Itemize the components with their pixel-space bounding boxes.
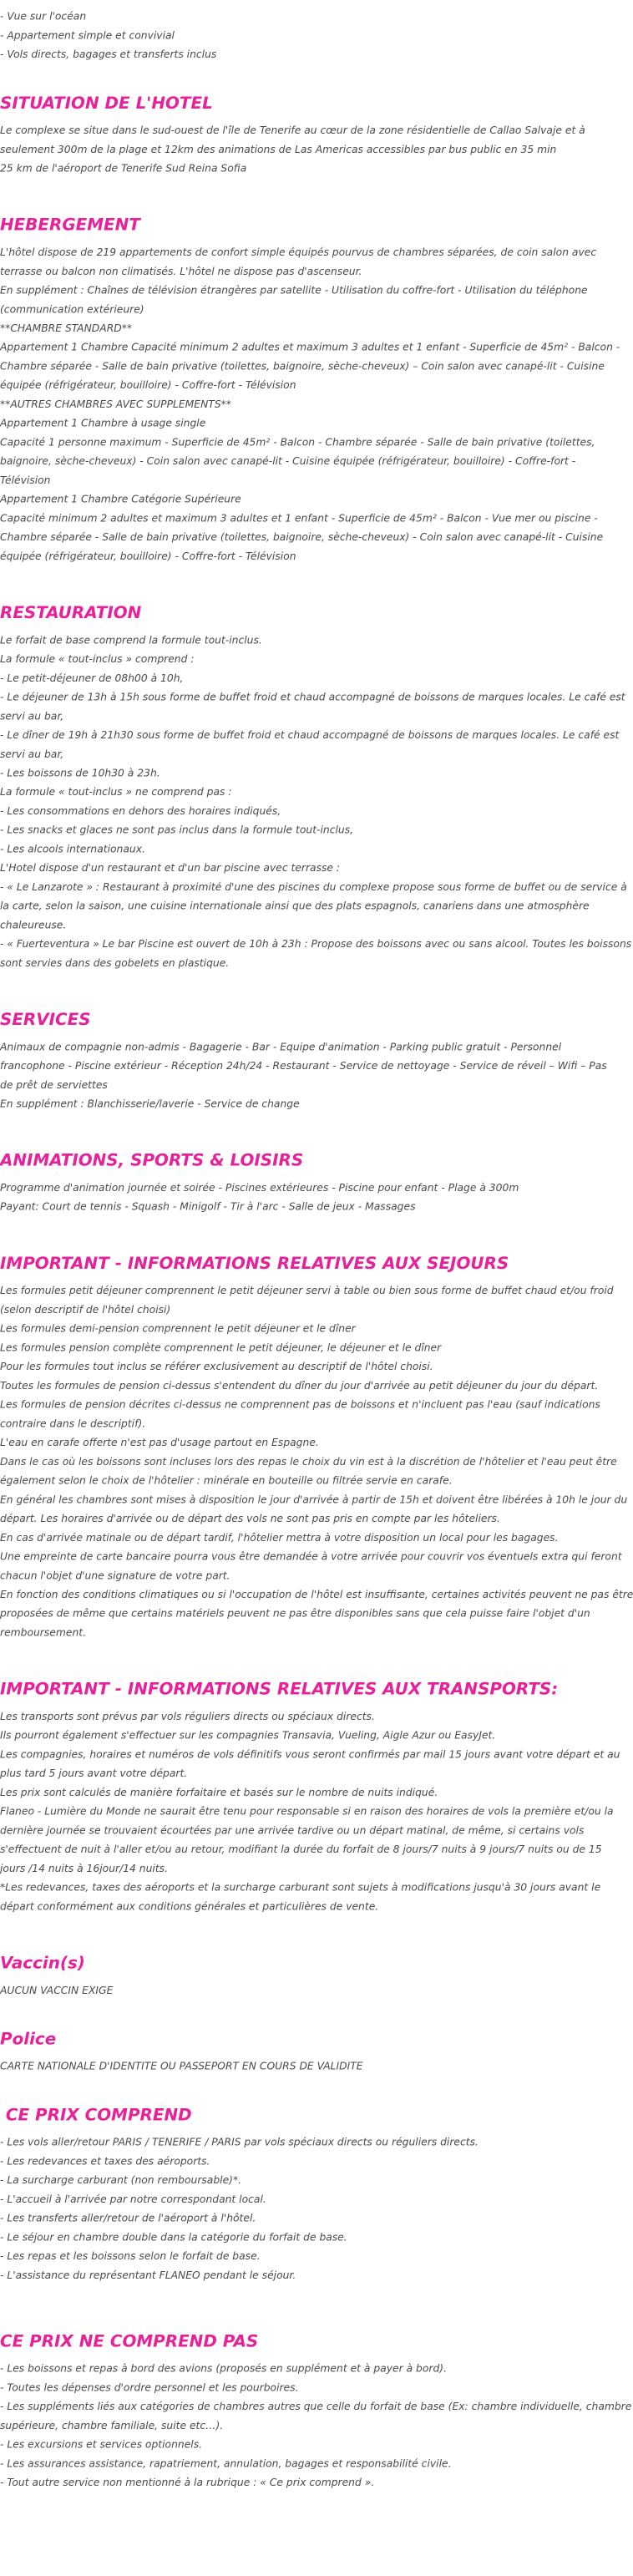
- section-text-line: - Le dîner de 19h à 21h30 sous forme de buffet froid et chaud accompagné de boissons de marques locales. Le café est: [0, 729, 620, 742]
- section-text-line: Le complexe se situe dans le sud-ouest de l'île de Tenerife au cœur de la zone résidentielle de Callao Salvaje et à: [0, 124, 585, 137]
- section-text-line: - Le déjeuner de 13h à 15h sous forme de buffet froid et chaud accompagné de boissons de marques locales. Le café est: [0, 692, 625, 704]
- section-text-line: seulement 300m de la plage et 12km des animations de Las Americas accessibles par bus public en 35 min: [0, 144, 557, 156]
- section-text-line: contraire dans le descriptif).: [0, 1417, 146, 1431]
- section-important-informations-relatives-aux-transports: [0, 1678, 620, 1917]
- section-text-line: Programme d'animation journée et soirée - Piscines extérieures - Piscine pour enfant - Plage à 300m: [0, 1182, 519, 1194]
- section-text-line: En cas d'arrivée matinale ou de départ tardif, l'hôtelier mettra à votre disposition un local pour les bagages.: [0, 1532, 559, 1544]
- section-heading: CE PRIX NE COMPREND PAS: [0, 2331, 259, 2351]
- section-text-line: - Les suppléments liés aux catégories de chambres autres que celle du forfait de base (Ex: chambre individuelle, chambre: [0, 2401, 632, 2413]
- section-text-line: également selon le choix de l'hôtelier : minérale en bouteille ou filtrée servie en carafe.: [0, 1475, 453, 1488]
- section-vaccin-s: [0, 1952, 595, 2001]
- section-ce-prix-ne-comprend-pas: [0, 2330, 632, 2492]
- section-text-line: Télévision: [0, 474, 51, 487]
- section-text-line: - Les assurances assistance, rapatriement, annulation, bagages et responsabilité civile.: [0, 2457, 452, 2471]
- section-text-line: Les formules pension complète comprennent le petit déjeuner, le déjeuner et le dîner: [0, 1341, 442, 1355]
- section-heading: CE PRIX COMPREND: [0, 2105, 192, 2125]
- section-services: [0, 1008, 607, 1114]
- section-text-line: - Toutes les dépenses d'ordre personnel et les pourboires.: [0, 2381, 299, 2395]
- section-text-line: - Les vols aller/retour PARIS / TENERIFE / PARIS par vols spéciaux directs ou réguliers directs.: [0, 2137, 479, 2149]
- section-text-line: proposées de même que certains matériels peuvent ne pas être disponibles sans que cela puisse faire l'objet d'un: [0, 1608, 590, 1620]
- section-text-line: Les formules demi-pension comprennent le petit déjeuner et le dîner: [0, 1323, 356, 1336]
- section-text-line: chaleureuse.: [0, 919, 67, 932]
- section-text-line: - Les excursions et services optionnels.: [0, 2439, 203, 2452]
- section-text-line: Appartement 1 Chambre Catégorie Supérieure: [0, 494, 241, 506]
- section-text-line: - Les boissons et repas à bord des avions (proposés en supplément et à payer à bord).: [0, 2363, 447, 2376]
- section-text-line: remboursement.: [0, 1627, 86, 1640]
- section-text-line: - La surcharge carburant (non remboursable)*.: [0, 2174, 242, 2187]
- section-text-line: Une empreinte de carte bancaire pourra vous être demandée à votre arrivée pour couvrir vos éventuels extra qui feront: [0, 1551, 622, 1564]
- section-text-line: supérieure, chambre familiale, suite etc…).: [0, 2420, 224, 2432]
- section-text-line: s'effectuent de nuit à l'aller et/ou au retour, modifiant la durée du forfait de 8 jours/7 nuits à 9 jours/7 nuits ou de 15: [0, 1843, 602, 1856]
- section-text-line: - Tout autre service non mentionné à la rubrique : « Ce prix comprend ».: [0, 2477, 375, 2489]
- section-text-line: Payant: Court de tennis - Squash - Minigolf - Tir à l'arc - Salle de jeux - Massages: [0, 1201, 416, 1214]
- section-text-line: La formule « tout-inclus » comprend :: [0, 653, 195, 666]
- section-heading: Vaccin(s): [0, 1953, 85, 1973]
- section-text-line: Les formules petit déjeuner comprennent le petit déjeuner servi à table ou bien sous forme de buffet chaud et/ou froid: [0, 1285, 614, 1297]
- section-text-line: L'hôtel dispose de 219 appartements de confort simple équipés pourvus de chambres séparées, de coin salon avec: [0, 246, 597, 259]
- section-text-line: **AUTRES CHAMBRES AVEC SUPPLEMENTS**: [0, 398, 231, 411]
- section-hebergement: [0, 214, 620, 567]
- section-important-informations-relatives-aux-sejours: [0, 1252, 633, 1643]
- section-text-line: - Les boissons de 10h30 à 23h.: [0, 768, 160, 780]
- section-text-line: Animaux de compagnie non-admis - Bagagerie - Bar - Equipe d'animation - Parking public gratuit - Personnel: [0, 1041, 562, 1054]
- section-text-line: - L'accueil à l'arrivée par notre correspondant local.: [0, 2193, 266, 2206]
- section-text-line: - Les transferts aller/retour de l'aéroport à l'hôtel.: [0, 2213, 256, 2225]
- section-text-line: En supplément : Chaînes de télévision étrangères par satellite - Utilisation du coffre-fort - Utilisation du téléphone: [0, 285, 588, 297]
- section-text-line: Flaneo - Lumière du Monde ne saurait être tenu pour responsable si en raison des horaires de vols la première et/ou la: [0, 1806, 614, 1818]
- section-text-line: - Le petit-déjeuner de 08h00 à 10h,: [0, 672, 184, 685]
- section-text-line: En fonction des conditions climatiques ou si l'occupation de l'hôtel est insuffisante, certaines activités peuvent ne pas être: [0, 1589, 633, 1601]
- section-text-line: (communication extérieure): [0, 303, 144, 317]
- section-text-line: - « Le Lanzarote » : Restaurant à proximité d'une des piscines du complexe propose sous forme de buffet ou de service à: [0, 881, 627, 894]
- section-text-line: Chambre séparée - Salle de bain privative (toilettes, baignoire, sèche-cheveux) - Coin salon avec canapé-lit - Cuisine: [0, 531, 604, 544]
- section-text-line: jours /14 nuits à 16jour/14 nuits.: [0, 1863, 169, 1875]
- section-heading: ANIMATIONS, SPORTS & LOISIRS: [0, 1150, 304, 1170]
- section-situation-de-l-hotel: [0, 92, 595, 179]
- section-heading: Police: [0, 2029, 57, 2049]
- section-text-line: dernière journée se trouvaient écourtées par une arrivée tardive ou un départ matinal, de même, si certains vols: [0, 1824, 585, 1838]
- section-ce-prix-comprend: [0, 2103, 595, 2285]
- intro-line: - Vols directs, bagages et transferts inclus: [0, 48, 217, 61]
- section-text-line: - Les alcools internationaux.: [0, 844, 145, 856]
- section-text-line: AUCUN VACCIN EXIGE: [0, 1985, 114, 1997]
- section-text-line: 25 km de l'aéroport de Tenerife Sud Reina Sofia: [0, 163, 247, 175]
- section-text-line: - Les redevances et taxes des aéroports.: [0, 2155, 210, 2168]
- section-text-line: baignoire, sèche-cheveux) - Coin salon avec canapé-lit - Cuisine équipée (réfrigérateur, bouilloire) - Coffre-fort -: [0, 455, 576, 468]
- section-text-line: CARTE NATIONALE D'IDENTITE OU PASSEPORT EN COURS DE VALIDITE: [0, 2061, 363, 2073]
- section-text-line: Les compagnies, horaires et numéros de vols définitifs vous seront confirmés par mail 15 jours avant votre départ et au: [0, 1748, 620, 1762]
- section-heading: IMPORTANT - INFORMATIONS RELATIVES AUX TRANSPORTS:: [0, 1679, 559, 1699]
- section-heading: SITUATION DE L'HOTEL: [0, 93, 213, 113]
- section-text-line: (selon descriptif de l'hôtel choisi): [0, 1304, 171, 1316]
- section-text-line: Les prix sont calculés de manière forfaitaire et basés sur le nombre de nuits indiqué.: [0, 1787, 438, 1799]
- section-text-line: L'eau en carafe offerte n'est pas d'usage partout en Espagne.: [0, 1437, 319, 1449]
- section-text-line: - Les consommations en dehors des horaires indiqués,: [0, 805, 281, 818]
- intro-line: - Vue sur l'océan: [0, 11, 87, 23]
- section-heading: SERVICES: [0, 1010, 91, 1029]
- intro-highlights: [0, 0, 595, 65]
- section-heading: HEBERGEMENT: [0, 215, 140, 235]
- section-text-line: - Le séjour en chambre double dans la catégorie du forfait de base.: [0, 2231, 347, 2244]
- section-restauration: [0, 601, 632, 973]
- section-text-line: - L'assistance du représentant FLANEO pendant le séjour.: [0, 2269, 296, 2282]
- section-animations-sports-loisirs: [0, 1149, 595, 1217]
- section-text-line: servi au bar,: [0, 710, 64, 723]
- section-text-line: départ conformément aux conditions générales et particulières de vente.: [0, 1900, 379, 1914]
- section-text-line: Ils pourront également s'effectuer sur les compagnies Transavia, Vueling, Aigle Azur ou EasyJet.: [0, 1730, 496, 1742]
- section-text-line: équipée (réfrigérateur, bouilloire) - Coffre-fort - Télévision: [0, 379, 296, 393]
- section-text-line: équipée (réfrigérateur, bouilloire) - Coffre-fort - Télévision: [0, 550, 296, 563]
- section-text-line: *Les redevances, taxes des aéroports et la surcharge carburant sont sujets à modifications jusqu'à 30 jours avant le: [0, 1882, 601, 1894]
- document-sections: [0, 92, 633, 2493]
- section-text-line: plus tard 5 jours avant votre départ.: [0, 1767, 188, 1780]
- section-text-line: Le forfait de base comprend la formule tout-inclus.: [0, 634, 262, 647]
- section-text-line: Chambre séparée - Salle de bain privative (toilettes, baignoire, sèche-cheveux) – Coin salon avec canapé-lit - Cuisine: [0, 361, 605, 373]
- section-text-line: Pour les formules tout inclus se référer exclusivement au descriptif de l'hôtel choisi.: [0, 1361, 433, 1373]
- section-text-line: Appartement 1 Chambre à usage single: [0, 418, 206, 430]
- section-text-line: sont servies dans des gobelets en plastique.: [0, 957, 230, 970]
- section-text-line: francophone - Piscine extérieur - Réception 24h/24 - Restaurant - Service de nettoyage - Service de réveil – Wifi – Pas: [0, 1060, 607, 1072]
- section-text-line: Capacité minimum 2 adultes et maximum 3 adultes et 1 enfant - Superficie de 45m² - Balcon - Vue mer ou piscine -: [0, 512, 598, 525]
- section-text-line: - « Fuerteventura » Le bar Piscine est ouvert de 10h à 23h : Propose des boissons avec ou sans alcool. Toutes les boissons: [0, 938, 632, 951]
- intro-line: - Appartement simple et convivial: [0, 30, 175, 43]
- section-text-line: Les formules de pension décrites ci-dessus ne comprennent pas de boissons et n'incluent pas l'eau (sauf indications: [0, 1399, 600, 1412]
- section-text-line: L'Hotel dispose d'un restaurant et d'un bar piscine avec terrasse :: [0, 862, 341, 875]
- section-text-line: Les transports sont prévus par vols réguliers directs ou spéciaux directs.: [0, 1711, 375, 1723]
- section-heading: RESTAURATION: [0, 602, 142, 622]
- section-text-line: En supplément : Blanchisserie/laverie - Service de change: [0, 1098, 300, 1111]
- section-heading: IMPORTANT - INFORMATIONS RELATIVES AUX SEJOURS: [0, 1253, 509, 1273]
- section-text-line: Capacité 1 personne maximum - Superficie de 45m² - Balcon - Chambre séparée - Salle de bain privative (toilettes,: [0, 437, 595, 449]
- section-text-line: la carte, selon la saison, une cuisine internationale ainsi que des plats espagnols, canariens dans une atmosphère: [0, 900, 590, 913]
- section-text-line: - Les repas et les boissons selon le forfait de base.: [0, 2250, 261, 2263]
- section-text-line: Toutes les formules de pension ci-dessus s'entendent du dîner du jour d'arrivée au petit déjeuner du jour du départ.: [0, 1380, 599, 1392]
- section-text-line: - Les snacks et glaces ne sont pas inclus dans la formule tout-inclus,: [0, 824, 354, 837]
- section-text-line: de prêt de serviettes: [0, 1079, 108, 1092]
- section-text-line: La formule « tout-inclus » ne comprend pas :: [0, 786, 232, 799]
- section-text-line: Appartement 1 Chambre Capacité minimum 2 adultes et maximum 3 adultes et 1 enfant - Superficie de 45m² - Balcon -: [0, 342, 620, 354]
- section-text-line: En général les chambres sont mises à disposition le jour d'arrivée à partir de 15h et doivent être libérées à 10h le jour du: [0, 1493, 628, 1507]
- section-text-line: chacun l'objet d'une signature de votre part.: [0, 1569, 230, 1583]
- section-text-line: Dans le cas où les boissons sont incluses lors des repas le choix du vin est à la discrétion de l'hôtelier et l'eau peut être: [0, 1456, 617, 1468]
- section-police: [0, 2027, 595, 2077]
- section-text-line: départ. Les horaires d'arrivée ou de départ des vols ne sont pas pris en compte par les hôteliers.: [0, 1513, 500, 1525]
- section-text-line: terrasse ou balcon non climatisés. L'hôtel ne dispose pas d'ascenseur.: [0, 266, 362, 278]
- section-text-line: servi au bar,: [0, 748, 64, 761]
- section-text-line: **CHAMBRE STANDARD**: [0, 322, 133, 335]
